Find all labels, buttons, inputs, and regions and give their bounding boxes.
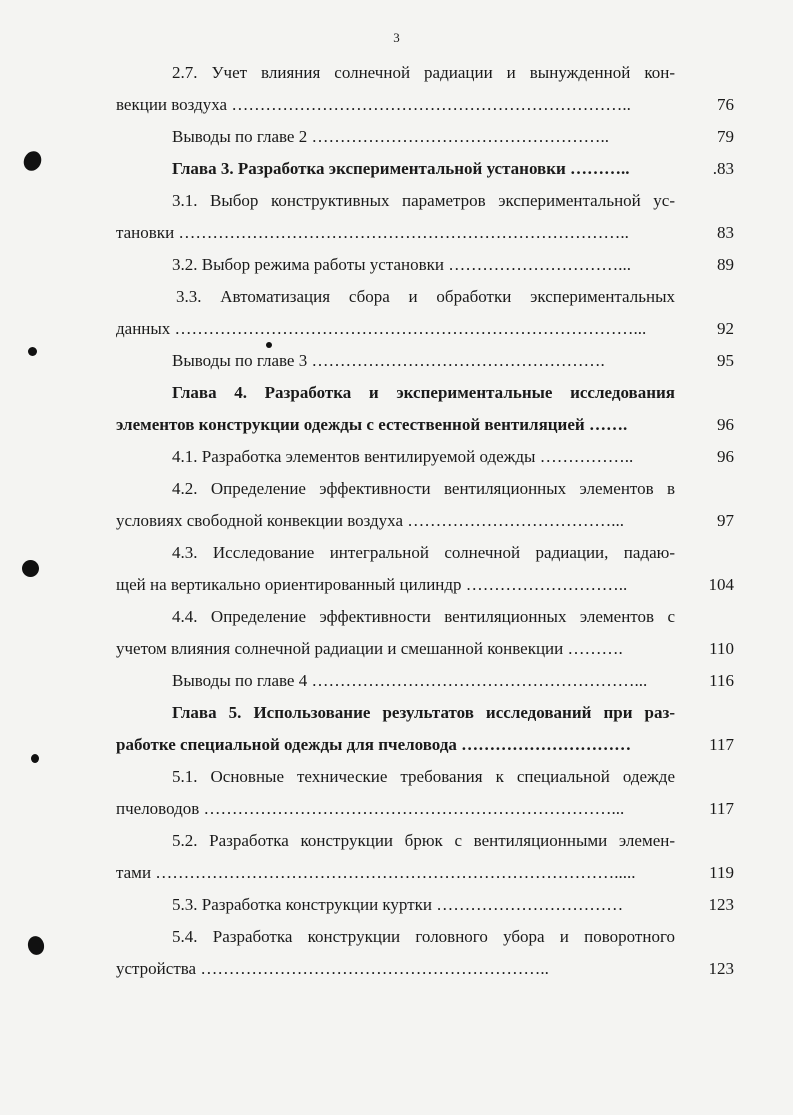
toc-line: [0, 669, 793, 693]
toc-chapter-title: работке специальной одежды для пчеловода …………………………: [116, 735, 632, 754]
toc-entry-text: 5.3. Разработка конструкции куртки ……………………………: [172, 895, 624, 914]
toc-entry-text: 4.2. Определение эффективности вентиляционных элементов в: [172, 479, 675, 498]
toc-line: [0, 253, 793, 277]
toc-entry-text: данных ………………………………………………………………………...: [116, 319, 647, 338]
toc-page-number: 89: [717, 255, 734, 274]
toc-line: [0, 733, 793, 757]
toc-page-number: 96: [717, 447, 734, 466]
ink-blot: [22, 560, 39, 577]
toc-entry-text: пчеловодов ………………………………………………………………...: [116, 799, 625, 818]
toc-page-number: 117: [709, 735, 734, 754]
toc-chapter-title: элементов конструкции одежды с естественной вентиляцией …….: [116, 415, 628, 434]
toc-line: [0, 477, 793, 501]
toc-line: [0, 957, 793, 981]
toc-entry-text: 5.4. Разработка конструкции головного убора и поворотного: [172, 927, 675, 946]
toc-chapter-title: Глава 3. Разработка экспериментальной установки ………..: [172, 159, 630, 178]
toc-page-number: 123: [708, 959, 734, 978]
toc-line: [0, 765, 793, 789]
toc-entry-text: 3.3. Автоматизация сбора и обработки экспериментальных: [176, 287, 675, 306]
toc-line: [0, 541, 793, 565]
toc-line: [0, 349, 793, 373]
toc-entry-text: устройства ……………………………………………………..: [116, 959, 549, 978]
toc-line: [0, 221, 793, 245]
toc-entry-text: 3.1. Выбор конструктивных параметров экспериментальной ус-: [172, 191, 675, 210]
toc-page-number: 116: [709, 671, 734, 690]
toc-chapter-title: Глава 5. Использование результатов исследований при раз-: [172, 703, 675, 722]
page-number: 3: [393, 30, 400, 45]
toc-page-number: 79: [717, 127, 734, 146]
toc-page-number: 92: [717, 319, 734, 338]
toc-page-number: 123: [708, 895, 734, 914]
toc-line: [0, 829, 793, 853]
toc-line: [0, 861, 793, 885]
ink-blot: [28, 347, 37, 356]
toc-entry-text: учетом влияния солнечной радиации и смешанной конвекции ……….: [116, 639, 623, 658]
toc-entry-text: Выводы по главе 3 …………………………………………….: [172, 351, 605, 370]
toc-line: [0, 509, 793, 533]
toc-entry-text: 2.7. Учет влияния солнечной радиации и вынужденной кон-: [172, 63, 675, 82]
toc-line: [0, 381, 793, 405]
toc-line: [0, 93, 793, 117]
toc-entry-text: 5.2. Разработка конструкции брюк с вентиляционными элемен-: [172, 831, 675, 850]
toc-page-number: .83: [712, 159, 734, 178]
toc-page-number: 97: [717, 511, 734, 530]
toc-page-number: 95: [717, 351, 734, 370]
toc-line: [0, 605, 793, 629]
toc-line: [0, 157, 793, 181]
toc-line: [0, 637, 793, 661]
ink-blot: [266, 342, 272, 348]
toc-entry-text: 4.1. Разработка элементов вентилируемой одежды ……………..: [172, 447, 634, 466]
toc-entry-text: 4.4. Определение эффективности вентиляционных элементов с: [172, 607, 675, 626]
toc-line: [0, 125, 793, 149]
toc-entry-text: условиях свободной конвекции воздуха ………………………………...: [116, 511, 624, 530]
toc-line: [0, 925, 793, 949]
toc-entry-text: 4.3. Исследование интегральной солнечной радиации, падаю-: [172, 543, 675, 562]
ink-blot: [31, 754, 39, 763]
toc-line: [0, 893, 793, 917]
toc-chapter-title: Глава 4. Разработка и экспериментальные исследования: [172, 383, 675, 402]
toc-line: [0, 573, 793, 597]
toc-entry-text: тами ……………………………………………………………………….....: [116, 863, 636, 882]
toc-entry-text: тановки ……………………………………………………………………..: [116, 223, 629, 242]
toc-page-number: 117: [709, 799, 734, 818]
toc-line: [0, 413, 793, 437]
toc-page-number: 119: [709, 863, 734, 882]
toc-page-number: 76: [717, 95, 734, 114]
toc-entry-text: 3.2. Выбор режима работы установки …………………………...: [172, 255, 632, 274]
toc-line: [0, 61, 793, 85]
toc-entry-text: щей на вертикально ориентированный цилиндр ………………………..: [116, 575, 628, 594]
toc-line: [0, 317, 793, 341]
toc-entry-text: векции воздуха ……………………………………………………………..: [116, 95, 631, 114]
toc-page-number: 96: [717, 415, 734, 434]
toc-line: [0, 285, 793, 309]
toc-line: [0, 445, 793, 469]
toc-entry-text: Выводы по главе 2 ……………………………………………..: [172, 127, 609, 146]
toc-entry-text: 5.1. Основные технические требования к специальной одежде: [172, 767, 675, 786]
toc-line: [0, 701, 793, 725]
toc-page-number: 83: [717, 223, 734, 242]
toc-entry-text: Выводы по главе 4 …………………………………………………...: [172, 671, 648, 690]
toc-line: [0, 189, 793, 213]
toc-line: [0, 797, 793, 821]
toc-page-number: 104: [708, 575, 734, 594]
toc-page-number: 110: [709, 639, 734, 658]
